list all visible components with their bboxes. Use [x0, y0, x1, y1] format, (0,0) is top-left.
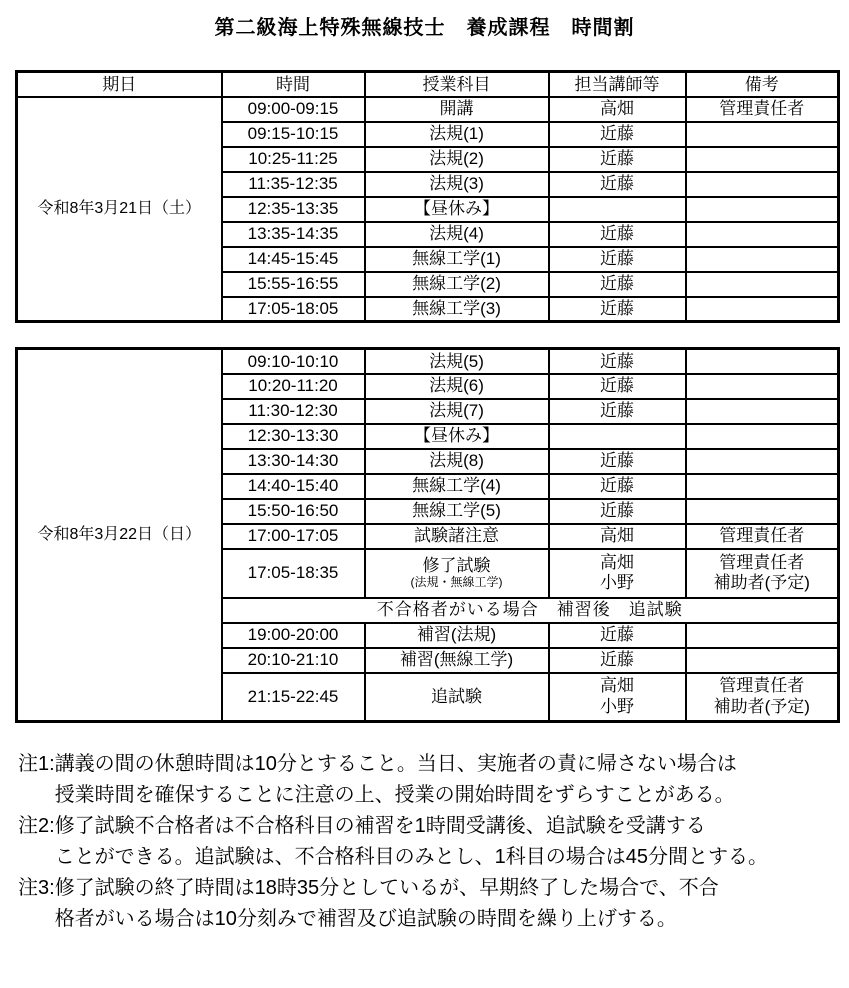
cell-instructor: 近藤	[549, 147, 686, 172]
cell-time: 19:00-20:00	[222, 623, 365, 648]
note-item	[18, 811, 829, 873]
cell-remark	[686, 222, 839, 247]
cell-instructor: 高畑	[549, 97, 686, 122]
col-header-date: 期日	[17, 72, 222, 97]
col-header-time: 時間	[222, 72, 365, 97]
instructor-line: 高畑	[600, 676, 634, 696]
notice-cell: 不合格者がいる場合 補習後 追試験	[222, 598, 839, 623]
remark-line: 管理責任者	[719, 552, 805, 572]
cell-remark	[686, 648, 839, 673]
note-body	[55, 873, 829, 935]
cell-remark	[686, 399, 839, 424]
cell-time: 17:05-18:05	[222, 297, 365, 322]
cell-time: 11:30-12:30	[222, 399, 365, 424]
cell-subject: 無線工学(1)	[365, 247, 549, 272]
cell-subject: 法規(4)	[365, 222, 549, 247]
note-item	[18, 873, 829, 935]
cell-instructor: 近藤	[549, 349, 686, 374]
cell-remark	[686, 147, 839, 172]
note-line: 修了試験の終了時間は18時35分としているが、早期終了した場合で、不合	[54, 877, 719, 899]
date-cell-day2: 令和8年3月22日（日）	[17, 349, 222, 722]
cell-remark	[686, 349, 839, 374]
cell-time: 13:30-14:30	[222, 449, 365, 474]
cell-subject: 無線工学(2)	[365, 272, 549, 297]
note-body	[55, 749, 829, 811]
cell-subject: 追試験	[365, 673, 549, 722]
cell-subject: 法規(2)	[365, 147, 549, 172]
note-label: 注3:	[18, 877, 55, 899]
cell-instructor: 近藤	[549, 374, 686, 399]
cell-time: 14:45-15:45	[222, 247, 365, 272]
remark-line: 補助者(予定)	[713, 696, 810, 716]
cell-instructor: 近藤	[549, 449, 686, 474]
cell-subject: 法規(1)	[365, 122, 549, 147]
cell-remark	[686, 549, 839, 598]
cell-time: 09:15-10:15	[222, 122, 365, 147]
table-row	[17, 349, 839, 374]
cell-remark	[686, 499, 839, 524]
cell-remark	[686, 122, 839, 147]
cell-time: 11:35-12:35	[222, 172, 365, 197]
remark-line: 補助者(予定)	[713, 573, 810, 592]
cell-subject: 開講	[365, 97, 549, 122]
instructor-line: 小野	[600, 573, 634, 592]
cell-instructor: 近藤	[549, 122, 686, 147]
cell-remark	[686, 197, 839, 222]
cell-subject: 【昼休み】	[365, 424, 549, 449]
cell-remark	[686, 474, 839, 499]
col-header-subject: 授業科目	[365, 72, 549, 97]
cell-subject: 法規(7)	[365, 399, 549, 424]
cell-instructor: 近藤	[549, 172, 686, 197]
cell-time: 17:00-17:05	[222, 524, 365, 549]
cell-remark: 管理責任者	[686, 97, 839, 122]
cell-subject: 法規(6)	[365, 374, 549, 399]
col-header-remarks: 備考	[686, 72, 839, 97]
cell-subject: 無線工学(3)	[365, 297, 549, 322]
cell-instructor	[549, 424, 686, 449]
cell-remark	[686, 374, 839, 399]
cell-remark	[686, 424, 839, 449]
timetable-day2	[15, 347, 840, 723]
cell-instructor	[549, 549, 686, 598]
cell-time: 10:25-11:25	[222, 147, 365, 172]
cell-subject: 法規(8)	[365, 449, 549, 474]
cell-remark: 管理責任者	[686, 524, 839, 549]
cell-instructor: 高畑	[549, 524, 686, 549]
note-body	[55, 811, 829, 873]
cell-instructor	[549, 197, 686, 222]
cell-time: 13:35-14:35	[222, 222, 365, 247]
cell-time: 09:00-09:15	[222, 97, 365, 122]
cell-instructor: 近藤	[549, 648, 686, 673]
cell-time: 17:05-18:35	[222, 549, 365, 598]
cell-remark	[686, 449, 839, 474]
note-label: 注1:	[18, 753, 55, 775]
page-title: 第二級海上特殊無線技士 養成課程 時間割	[214, 17, 635, 39]
cell-instructor: 近藤	[549, 474, 686, 499]
cell-instructor: 近藤	[549, 272, 686, 297]
cell-instructor: 近藤	[549, 297, 686, 322]
cell-subject: 補習(無線工学)	[365, 648, 549, 673]
date-cell-day1: 令和8年3月21日（土）	[17, 97, 222, 322]
cell-subject: 法規(3)	[365, 172, 549, 197]
cell-time: 21:15-22:45	[222, 673, 365, 722]
cell-instructor: 近藤	[549, 623, 686, 648]
col-header-instructor: 担当講師等	[549, 72, 686, 97]
note-line: ことができる。追試験は、不合格科目のみとし、1科目の場合は45分間とする。	[54, 846, 769, 868]
cell-time: 12:30-13:30	[222, 424, 365, 449]
cell-time: 15:50-16:50	[222, 499, 365, 524]
cell-instructor: 近藤	[549, 399, 686, 424]
cell-remark	[686, 623, 839, 648]
note-label: 注2:	[18, 815, 55, 837]
cell-remark	[686, 673, 839, 722]
table-row	[17, 97, 839, 122]
note-item	[18, 749, 829, 811]
cell-time: 09:10-10:10	[222, 349, 365, 374]
cell-instructor: 近藤	[549, 247, 686, 272]
cell-instructor: 近藤	[549, 499, 686, 524]
cell-subject: 無線工学(4)	[365, 474, 549, 499]
cell-remark	[686, 247, 839, 272]
cell-remark	[686, 297, 839, 322]
notes-section	[18, 749, 829, 935]
instructor-line: 小野	[600, 696, 634, 716]
cell-subject: 無線工学(5)	[365, 499, 549, 524]
instructor-line: 高畑	[600, 552, 634, 572]
note-line: 講義の間の休憩時間は10分とすること。当日、実施者の責に帰さない場合は	[54, 753, 737, 775]
note-line: 授業時間を確保することに注意の上、授業の開始時間をずらすことがある。	[54, 784, 735, 806]
cell-time: 14:40-15:40	[222, 474, 365, 499]
cell-time: 10:20-11:20	[222, 374, 365, 399]
cell-instructor	[549, 673, 686, 722]
subject-detail: (法規・無線工学)	[410, 575, 503, 590]
header-row	[17, 72, 839, 97]
cell-instructor: 近藤	[549, 222, 686, 247]
cell-time: 12:35-13:35	[222, 197, 365, 222]
cell-time: 20:10-21:10	[222, 648, 365, 673]
cell-subject	[365, 549, 549, 598]
cell-remark	[686, 272, 839, 297]
subject-main: 修了試験	[422, 555, 491, 575]
note-line: 修了試験不合格者は不合格科目の補習を1時間受講後、追試験を受講する	[54, 815, 706, 837]
cell-subject: 補習(法規)	[365, 623, 549, 648]
timetable-day1	[15, 70, 840, 323]
note-line: 格者がいる場合は10分刻みで補習及び追試験の時間を繰り上げする。	[54, 908, 677, 930]
cell-subject: 【昼休み】	[365, 197, 549, 222]
remark-line: 管理責任者	[719, 676, 805, 696]
cell-subject: 試験諸注意	[365, 524, 549, 549]
cell-subject: 法規(5)	[365, 349, 549, 374]
cell-remark	[686, 172, 839, 197]
cell-time: 15:55-16:55	[222, 272, 365, 297]
